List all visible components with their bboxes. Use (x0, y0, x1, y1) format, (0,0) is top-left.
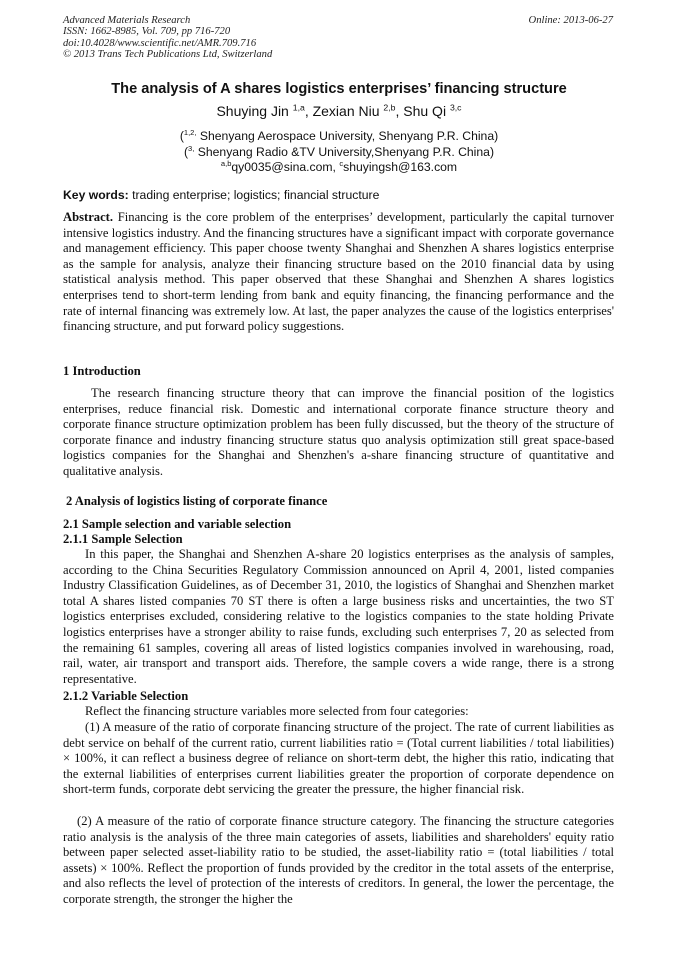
author-affiliation-mark: 1,a (292, 102, 305, 113)
author-line: Shuying Jin $^{1,a}$, Zexian Niu $^{2,b}$, Shu Qi $^{3,c}$ (216, 102, 462, 119)
affiliation-1: ($^{1,2,}$ Shenyang Aerospace University, Shenyang P.R. China) (179, 127, 499, 143)
author-name: Zexian Niu (312, 103, 380, 119)
copyright-line: © 2013 Trans Tech Publications Ltd, Switzerland (63, 49, 273, 61)
journal-header (63, 15, 423, 61)
email-address: shuyingsh@163.com (343, 160, 458, 174)
affiliation-2: ($^{3,}$ Shenyang Radio &TV University,Shenyang P.R. China) (183, 143, 495, 159)
affiliation-text: Shenyang Aerospace University, Shenyang P.R. China) (199, 129, 499, 143)
author-name: Shuying Jin (216, 103, 289, 119)
affiliation-mark: 3, (188, 143, 195, 153)
author-emails (40, 160, 638, 176)
keywords-label: Key words: (63, 188, 129, 202)
section-heading-2-1-1: 2.1.1 Sample Selection (63, 532, 183, 546)
variable-item-1: (1) A measure of the ratio of corporate financing structure of the project. The rate of current liabilities as debt service on behalf of the current ratio, current liabilities ratio = (Total current liabilities / total liabilities) × 100%, it can reflect a business degree of reliance on short-term debt, the higher this ratio, indicating that the external liabilities of enterprises current liabilities greater the proportion of corporate dependence on short-term funds, corporate debt servicing the greater the pressure, the higher financial risk. (63, 720, 614, 797)
email-mark: a,b (220, 158, 232, 168)
affiliation-mark: 1,2, (183, 127, 197, 137)
paper-title: The analysis of A shares logistics enterprises’ financing structure (111, 81, 567, 97)
section-heading-2: 2 Analysis of logistics listing of corporate finance (66, 494, 328, 508)
variable-item-2: (2) A measure of the ratio of corporate finance structure category. The financing the structure categories ratio analysis is the analysis of the three main categories of assets, liabilities and shareholders' equity ratio between paper selected asset-liability ratio to be studied, the asset-liability ratio = (total liabilities / total assets) × 100%. Reflect the proportion of funds provided by the creditor in the total assets of the enterprise, and also reflects the level of protection of the interests of creditors. In general, the lower the percentage, the corporate strength, the stronger the higher the (63, 814, 614, 906)
abstract-text: Financing is the core problem of the enterprises’ development, particularly the capital turnover intensive logistics industry. And the financing structures have a significant impact with corporate governance and management efficiency. This paper choose twenty Shanghai and Shenzhen A shares logistics enterprise as the sample for analysis, analyze their financing structure based on the 2010 financial data by using statistical analysis method. This paper observed that these Shanghai and Shenzhen A shares logistics enterprises tend to short-term lending from bank and equity financing, the financing performance and the rate of internal financing was extremely low. At last, the paper analyzes the cause of the logistics enterprises' financing structure, and put forward policy suggestions. (63, 210, 614, 334)
introduction-paragraph: The research financing structure theory that can improve the financial position of the logistics enterprises, reduce financial risk. Domestic and international corporate finance structure theory and corporate finance structure optimization problem has been fully discussed, but the theory of the structure of corporate finance and industry financing structure status quo analysis optimization still great space-based logistics companies for the Shanghai and Shenzhen's a-share financing structure of quantitative and qualitative analysis. (63, 386, 614, 478)
keywords (63, 188, 379, 203)
abstract-label: Abstract. (63, 210, 114, 224)
online-date: Online: 2013-06-27 (528, 15, 613, 26)
keywords-text: trading enterprise; logistics; financial structure (132, 188, 380, 202)
sample-selection-paragraph: In this paper, the Shanghai and Shenzhen A-share 20 logistics enterprises as the analysis of samples, according to the China Securities Regulatory Commission announced on April 4, 2001, listed companies Industry Classification Guidelines, as of December 31, 2010, the logistics of Shanghai and Shenzhen market total A shares listed companies 70 ST there is often a large business risks and uncertainties, the two ST logistics enterprises excluded, considering relative to the logistics companies to the state holding Private logistics enterprises have a stronger ability to raise funds, excluding such enterprises 7, 20 as selected from the remaining 61 samples, covering all areas of listed logistics companies involved in warehousing, road, rail, water, air transport and transport aids. Therefore, the sample covers a wide range, there is a strong representative. (63, 547, 614, 686)
section-heading-2-1-2: 2.1.2 Variable Selection (63, 689, 189, 703)
author-name: Shu Qi (403, 103, 447, 119)
journal-name: Advanced Materials Research (63, 15, 191, 26)
section-heading-2-1: 2.1 Sample selection and variable selection (63, 517, 292, 531)
email-mark: c (339, 158, 344, 168)
author-affiliation-mark: 2,b (383, 102, 396, 113)
author-affiliation-mark: 3,c (449, 102, 462, 113)
email-address: qy0035@sina.com, (231, 160, 336, 174)
abstract (63, 210, 614, 335)
issn-line: ISSN: 1662-8985, Vol. 709, pp 716-720 (63, 26, 231, 38)
section-heading-introduction: 1 Introduction (63, 364, 141, 378)
affiliation-text: Shenyang Radio &TV University,Shenyang P.R. China) (197, 145, 495, 159)
doi-line: doi:10.4028/www.scientific.net/AMR.709.716 (63, 37, 257, 49)
variable-selection-intro: Reflect the financing structure variables more selected from four categories: (85, 704, 469, 718)
